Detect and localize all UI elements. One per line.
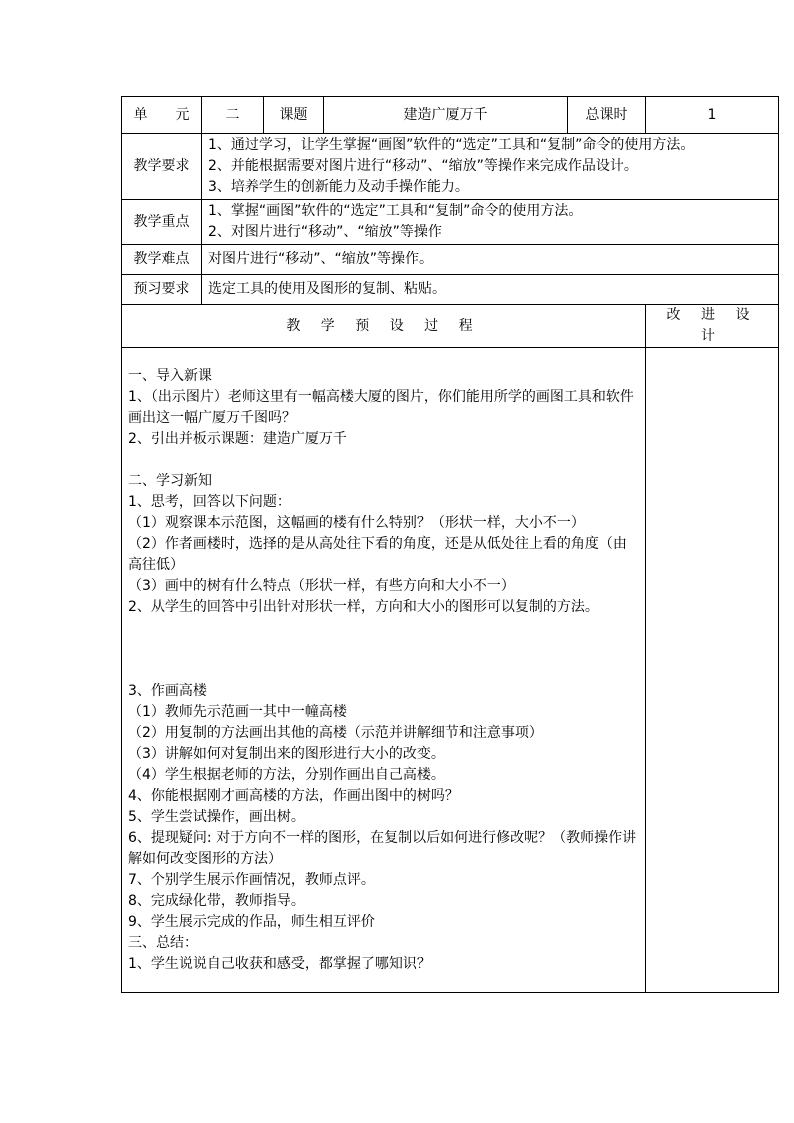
process-line: 8、完成绿化带，教师指导。: [128, 893, 305, 909]
requirements-label: 教学要求: [122, 134, 202, 200]
process-line: 1、学生说说自己收获和感受，都掌握了哪知识？: [128, 956, 431, 972]
key-points-content: [202, 200, 779, 245]
lesson-label: 课题: [264, 97, 324, 134]
process-line: 5、学生尝试操作，画出树。: [128, 809, 305, 825]
process-content: [122, 348, 646, 993]
requirements-row: [122, 134, 779, 200]
requirements-line: 1、通过学习，让学生掌握“画图”软件的“选定”工具和“复制”命令的使用方法。: [208, 137, 695, 153]
process-line: [128, 618, 639, 639]
improvement-content: [646, 348, 779, 993]
key-points-label: 教学重点: [122, 200, 202, 245]
process-line: 7、个别学生展示作画情况，教师点评。: [128, 872, 375, 888]
preview-label: 预习要求: [122, 275, 202, 305]
process-line: 二、学习新知: [128, 473, 212, 489]
requirements-line: 2、并能根据需要对图片进行“移动”、“缩放”等操作来完成作品设计。: [208, 158, 638, 174]
difficulties-row: [122, 245, 779, 275]
header-row: [122, 97, 779, 134]
process-line: （2）作者画楼时，选择的是从高处往下看的角度，还是从低处往上看的角度（由高往低）: [128, 536, 627, 573]
process-line: 2、从学生的回答中引出针对形状一样，方向和大小的图形可以复制的方法。: [128, 599, 599, 615]
preview-row: [122, 275, 779, 305]
process-line: （3）画中的树有什么特点（形状一样，有些方向和大小不一）: [128, 578, 515, 594]
process-line: [128, 450, 639, 471]
process-header-row: [122, 305, 779, 348]
process-line: 6、提现疑问: 对于方向不一样的图形，在复制以后如何进行修改呢？（教师操作讲解如何改变图形的方法）: [128, 830, 637, 867]
process-body-row: [122, 348, 779, 993]
process-line: 1、（出示图片）老师这里有一幅高楼大厦的图片，你们能用所学的画图工具和软件画出这一幅广厦万千图吗？: [128, 389, 634, 426]
process-line: 1、思考，回答以下问题：: [128, 494, 291, 510]
process-line: [128, 660, 639, 681]
unit-label: 单 元: [122, 97, 202, 134]
process-line: 2、引出并板示课题：建造广厦万千: [128, 431, 347, 447]
process-line: [128, 639, 639, 660]
key-points-row: [122, 200, 779, 245]
key-points-line: 1、掌握“画图”软件的“选定”工具和“复制”命令的使用方法。: [208, 203, 583, 219]
requirements-line: 3、培养学生的创新能力及动手操作能力。: [208, 179, 469, 195]
process-line: 三、总结：: [128, 935, 198, 951]
lesson-title: 建造广厦万千: [324, 97, 568, 134]
process-line: （2）用复制的方法画出其他的高楼（示范并讲解细节和注意事项）: [128, 725, 543, 741]
difficulties-content: 对图片进行“移动”、“缩放”等操作。: [202, 245, 779, 275]
key-points-line: 2、对图片进行“移动”、“缩放”等操作: [208, 224, 442, 240]
process-line: （4）学生根据老师的方法，分别作画出自己高楼。: [128, 767, 445, 783]
total-hours-value: 1: [646, 97, 779, 134]
process-line: 3、作画高楼: [128, 683, 207, 699]
process-line: （3）讲解如何对复制出来的图形进行大小的改变。: [128, 746, 445, 762]
requirements-content: [202, 134, 779, 200]
process-heading: 教 学 预 设 过 程: [122, 305, 646, 348]
process-line: 9、学生展示完成的作品，师生相互评价: [128, 914, 375, 930]
process-line: （1）观察课本示范图，这幅画的楼有什么特别？（形状一样，大小不一）: [128, 515, 585, 531]
preview-content: 选定工具的使用及图形的复制、粘贴。: [202, 275, 779, 305]
lesson-plan-table: [121, 96, 779, 993]
total-hours-label: 总课时: [568, 97, 646, 134]
improvement-heading: 改 进 设 计: [646, 305, 779, 348]
process-line: 4、你能根据刚才画高楼的方法，作画出图中的树吗？: [128, 788, 459, 804]
process-line: （1）教师先示范画一其中一幢高楼: [128, 704, 347, 720]
difficulties-label: 教学难点: [122, 245, 202, 275]
unit-value: 二: [202, 97, 264, 134]
process-line: 一、导入新课: [128, 368, 212, 384]
lesson-plan-sheet: [121, 96, 778, 993]
